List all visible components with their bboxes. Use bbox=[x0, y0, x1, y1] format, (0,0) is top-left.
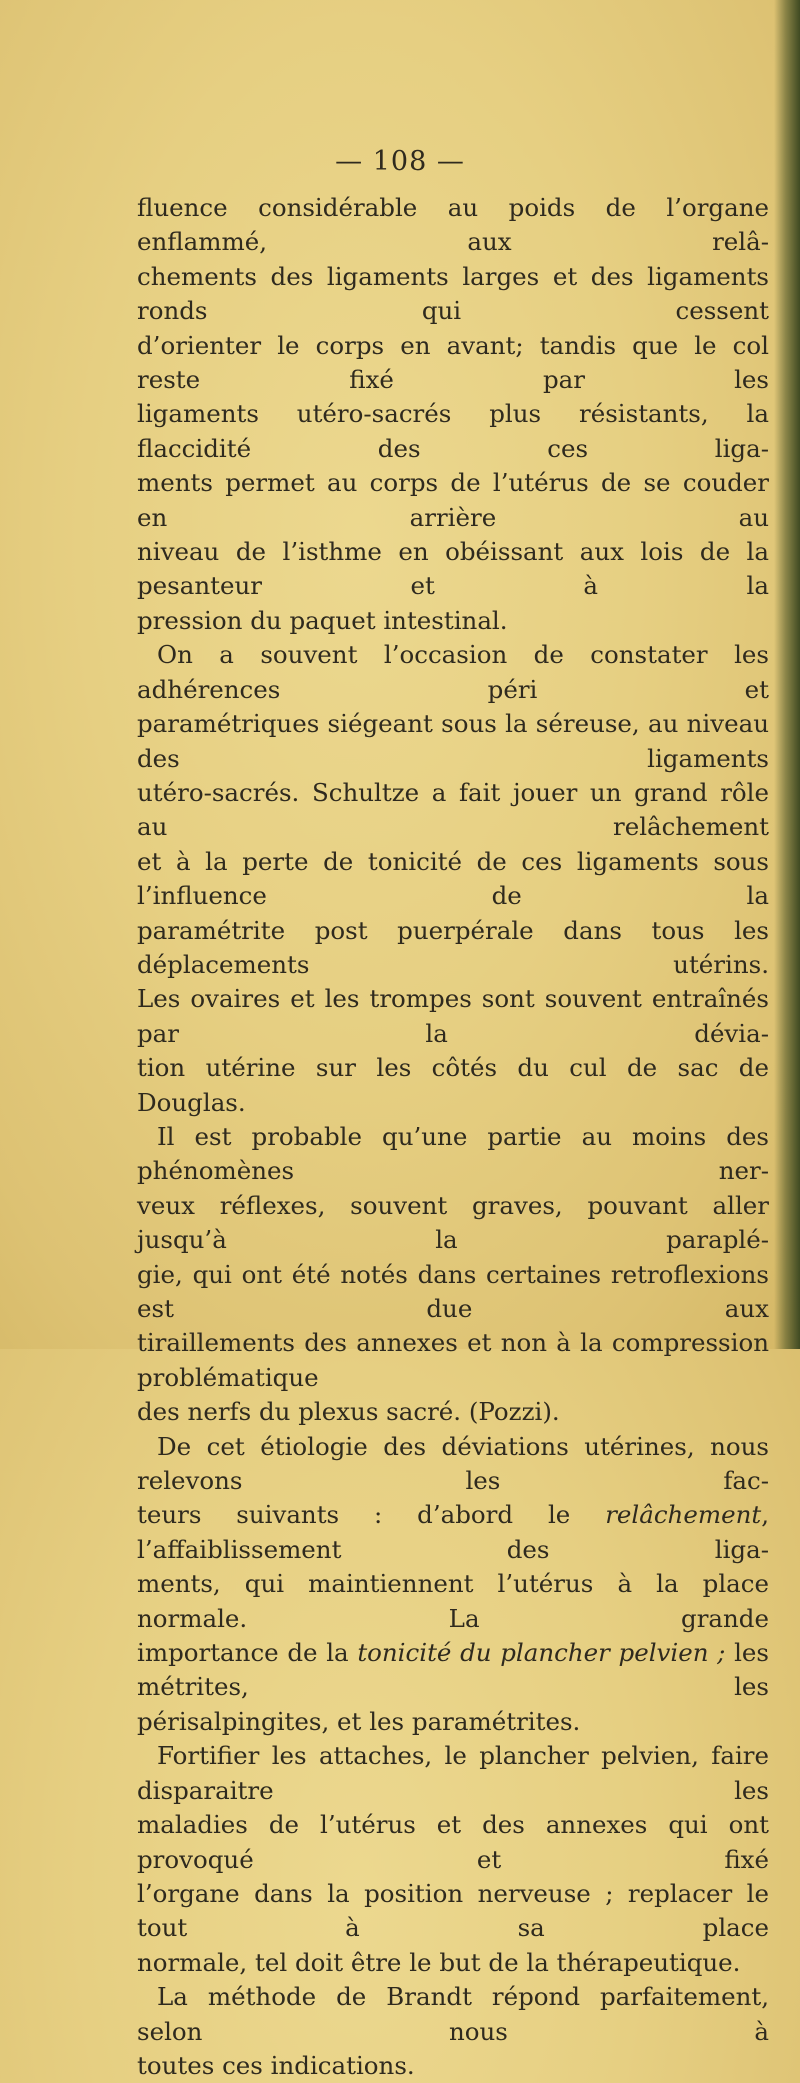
text-line: ments permet au corps de l’utérus de se couder en arrière au bbox=[137, 468, 769, 532]
text-line: et à la perte de tonicité de ces ligaments sous l’influence de la bbox=[137, 846, 769, 911]
text-line: gie, qui ont été notés dans certaines retroflexions est due aux bbox=[137, 1259, 769, 1323]
text-run: , l’affaiblissement des liga- bbox=[137, 1500, 769, 1564]
text-line: l’organe dans la position nerveuse ; replacer le tout à sa place bbox=[137, 1878, 769, 1943]
text-run: les métrites, les bbox=[137, 1638, 770, 1702]
text-line bbox=[137, 1498, 769, 1567]
text-line: ments, qui maintiennent l’utérus à la place normale. La grande bbox=[137, 1569, 769, 1633]
text-line: On a souvent l’occasion de constater les adhérences péri et bbox=[137, 640, 769, 704]
text-line: tion utérine sur les côtés du cul de sac de Douglas. bbox=[137, 1053, 769, 1117]
text-line: Les ovaires et les trompes sont souvent entraînés par la dévia- bbox=[137, 984, 769, 1048]
text-line bbox=[137, 1636, 769, 1705]
page-edge-shadow bbox=[774, 0, 800, 1349]
page-number: — 108 — bbox=[335, 146, 465, 177]
text-line: pression du paquet intestinal. bbox=[137, 605, 508, 635]
text-line: veux réflexes, souvent graves, pouvant aller jusqu’à la paraplé- bbox=[137, 1190, 769, 1255]
text-run: importance de la bbox=[137, 1638, 358, 1668]
text-line: Fortifier les attaches, le plancher pelvien, faire disparaitre les bbox=[137, 1741, 769, 1805]
text-line: paramétriques siégeant sous la séreuse, au niveau des ligaments bbox=[137, 709, 769, 773]
text-line: De cet étiologie des déviations utérines, nous relevons les fac- bbox=[137, 1431, 769, 1496]
text-line: paramétrite post puerpérale dans tous les déplacements utérins. bbox=[137, 915, 769, 979]
text-line: Il est probable qu’une partie au moins des phénomènes ner- bbox=[137, 1121, 769, 1186]
text-line: ligaments utéro-sacrés plus résistants, la flaccidité des ces liga- bbox=[137, 399, 769, 463]
text-line: La méthode de Brandt répond parfaitement, selon nous à bbox=[137, 1982, 769, 2046]
text-line: d’orienter le corps en avant; tandis que le col reste fixé par les bbox=[137, 330, 769, 395]
italic-term: tonicité du plancher pelvien ; bbox=[357, 1638, 726, 1668]
text-line: utéro-sacrés. Schultze a fait jouer un grand rôle au relâchement bbox=[137, 777, 769, 842]
italic-term: relâchement bbox=[605, 1500, 762, 1530]
text-line: toutes ces indications. bbox=[137, 2050, 415, 2080]
text-line: périsalpingites, et les paramétrites. bbox=[137, 1706, 581, 1736]
text-line: normale, tel doit être le but de la thérapeutique. bbox=[137, 1947, 741, 1977]
text-line: fluence considérable au poids de l’organe enflammé, aux relâ- bbox=[137, 193, 769, 257]
page-body-text bbox=[137, 191, 769, 2083]
text-line: chements des ligaments larges et des ligaments ronds qui cessent bbox=[137, 261, 769, 326]
text-line: maladies de l’utérus et des annexes qui ont provoqué et fixé bbox=[137, 1810, 769, 1874]
text-line: des nerfs du plexus sacré. (Pozzi). bbox=[137, 1397, 560, 1427]
text-line: niveau de l’isthme en obéissant aux lois de la pesanteur et à la bbox=[137, 537, 769, 601]
text-run: teurs suivants : d’abord le bbox=[137, 1500, 606, 1530]
text-line: tiraillements des annexes et non à la compression problématique bbox=[137, 1328, 769, 1392]
